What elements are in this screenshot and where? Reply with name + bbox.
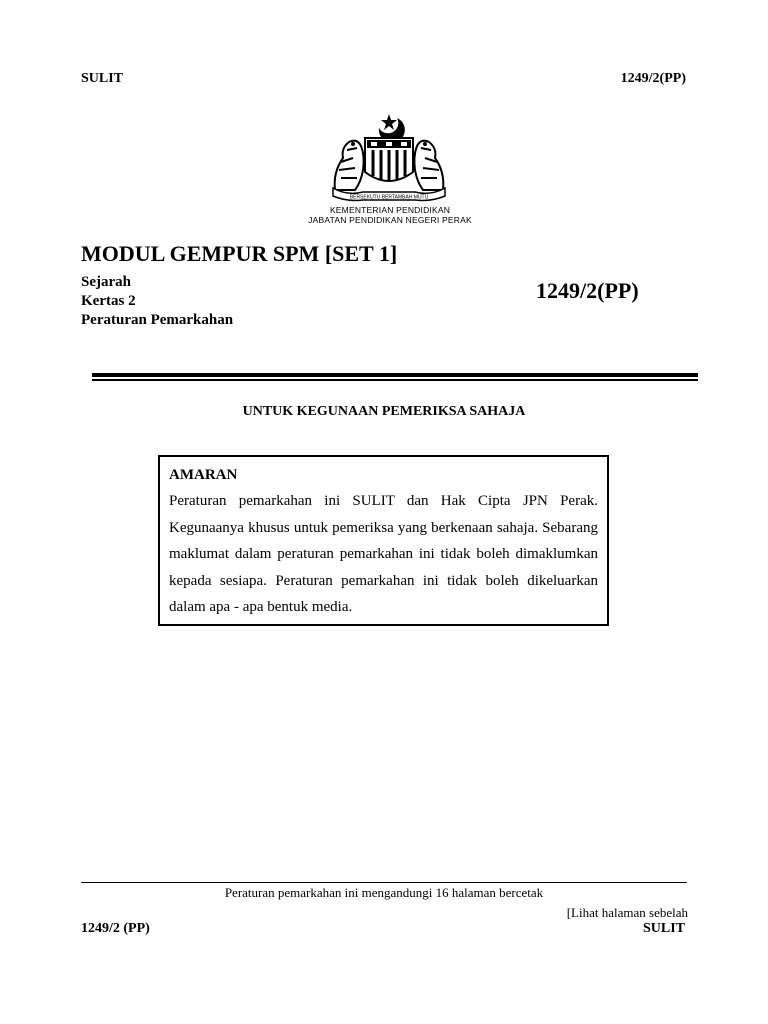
footer-paper-code: 1249/2 (PP) [81, 921, 150, 936]
footer-rule [81, 882, 687, 883]
department-name: JABATAN PENDIDIKAN NEGERI PERAK [308, 215, 472, 225]
ministry-block [280, 205, 500, 225]
double-rule-top [92, 373, 698, 377]
paper-number: Kertas 2 [81, 293, 136, 309]
coat-of-arms-icon [327, 112, 451, 202]
paper-code-large: 1249/2(PP) [536, 278, 639, 303]
warning-title: AMARAN [169, 467, 238, 483]
footer-classification: SULIT [642, 921, 685, 936]
header-classification: SULIT [81, 71, 124, 86]
see-next-page: [Lihat halaman sebelah [566, 905, 688, 920]
warning-box [158, 455, 609, 626]
warning-text: Peraturan pemarkahan ini SULIT dan Hak Cipta JPN Perak. Kegunaanya khusus untuk pemeriksa yang berkenaan sahaja. Sebarang maklumat dalam peraturan pemarkahan ini tidak boleh dimaklumkan kepada sesiapa. Peraturan pemarkahan ini tidak boleh dikeluarkan dalam apa - apa bentuk media. [169, 493, 598, 615]
document-type: Peraturan Pemarkahan [81, 312, 234, 328]
double-rule-bottom [92, 379, 698, 381]
header-paper-code: 1249/2(PP) [620, 71, 686, 86]
examiner-only-notice: UNTUK KEGUNAAN PEMERIKSA SAHAJA [242, 404, 526, 419]
page-count-note: Peraturan pemarkahan ini mengandungi 16 halaman bercetak [224, 885, 544, 900]
crest-ribbon-text: BERSEKUTU BERTAMBAH MUTU [349, 194, 429, 201]
subject-name: Sejarah [81, 274, 131, 290]
document-title: MODUL GEMPUR SPM [SET 1] [81, 241, 398, 266]
ministry-name: KEMENTERIAN PENDIDIKAN [329, 205, 451, 215]
